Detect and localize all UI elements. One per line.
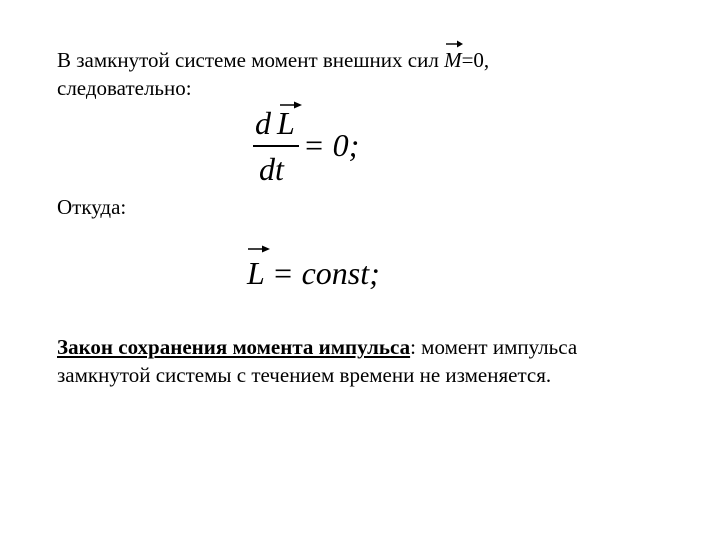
numerator-d: d [255,105,271,141]
formula2-rhs: = const; [272,255,380,291]
formula2-L: L [247,255,265,291]
equals-zero: = 0; [303,127,360,163]
intro-line-1 [57,46,489,74]
formula-constant [245,244,405,294]
law-title: Закон сохранения момента импульса [57,335,411,359]
law-text-1: : момент импульса [410,335,578,359]
intro-text-after: =0, [461,48,490,72]
fraction-bar [253,145,299,147]
numerator-L: L [277,105,295,141]
law-line-2: замкнутой системы с течением времени не изменяется. [57,363,552,387]
law-line-1 [57,333,577,361]
vector-arrow-icon [444,38,464,48]
intro-line-2: следовательно: [57,76,192,100]
intro-text-before: В замкнутой системе момент внешних сил [57,48,445,72]
moment-symbol: M [444,48,462,72]
vector-arrow-icon [247,244,271,254]
moment-vector [444,46,462,74]
denominator: dt [259,151,284,187]
otkuda-line: Откуда: [57,195,127,219]
formula-derivative [253,100,383,190]
